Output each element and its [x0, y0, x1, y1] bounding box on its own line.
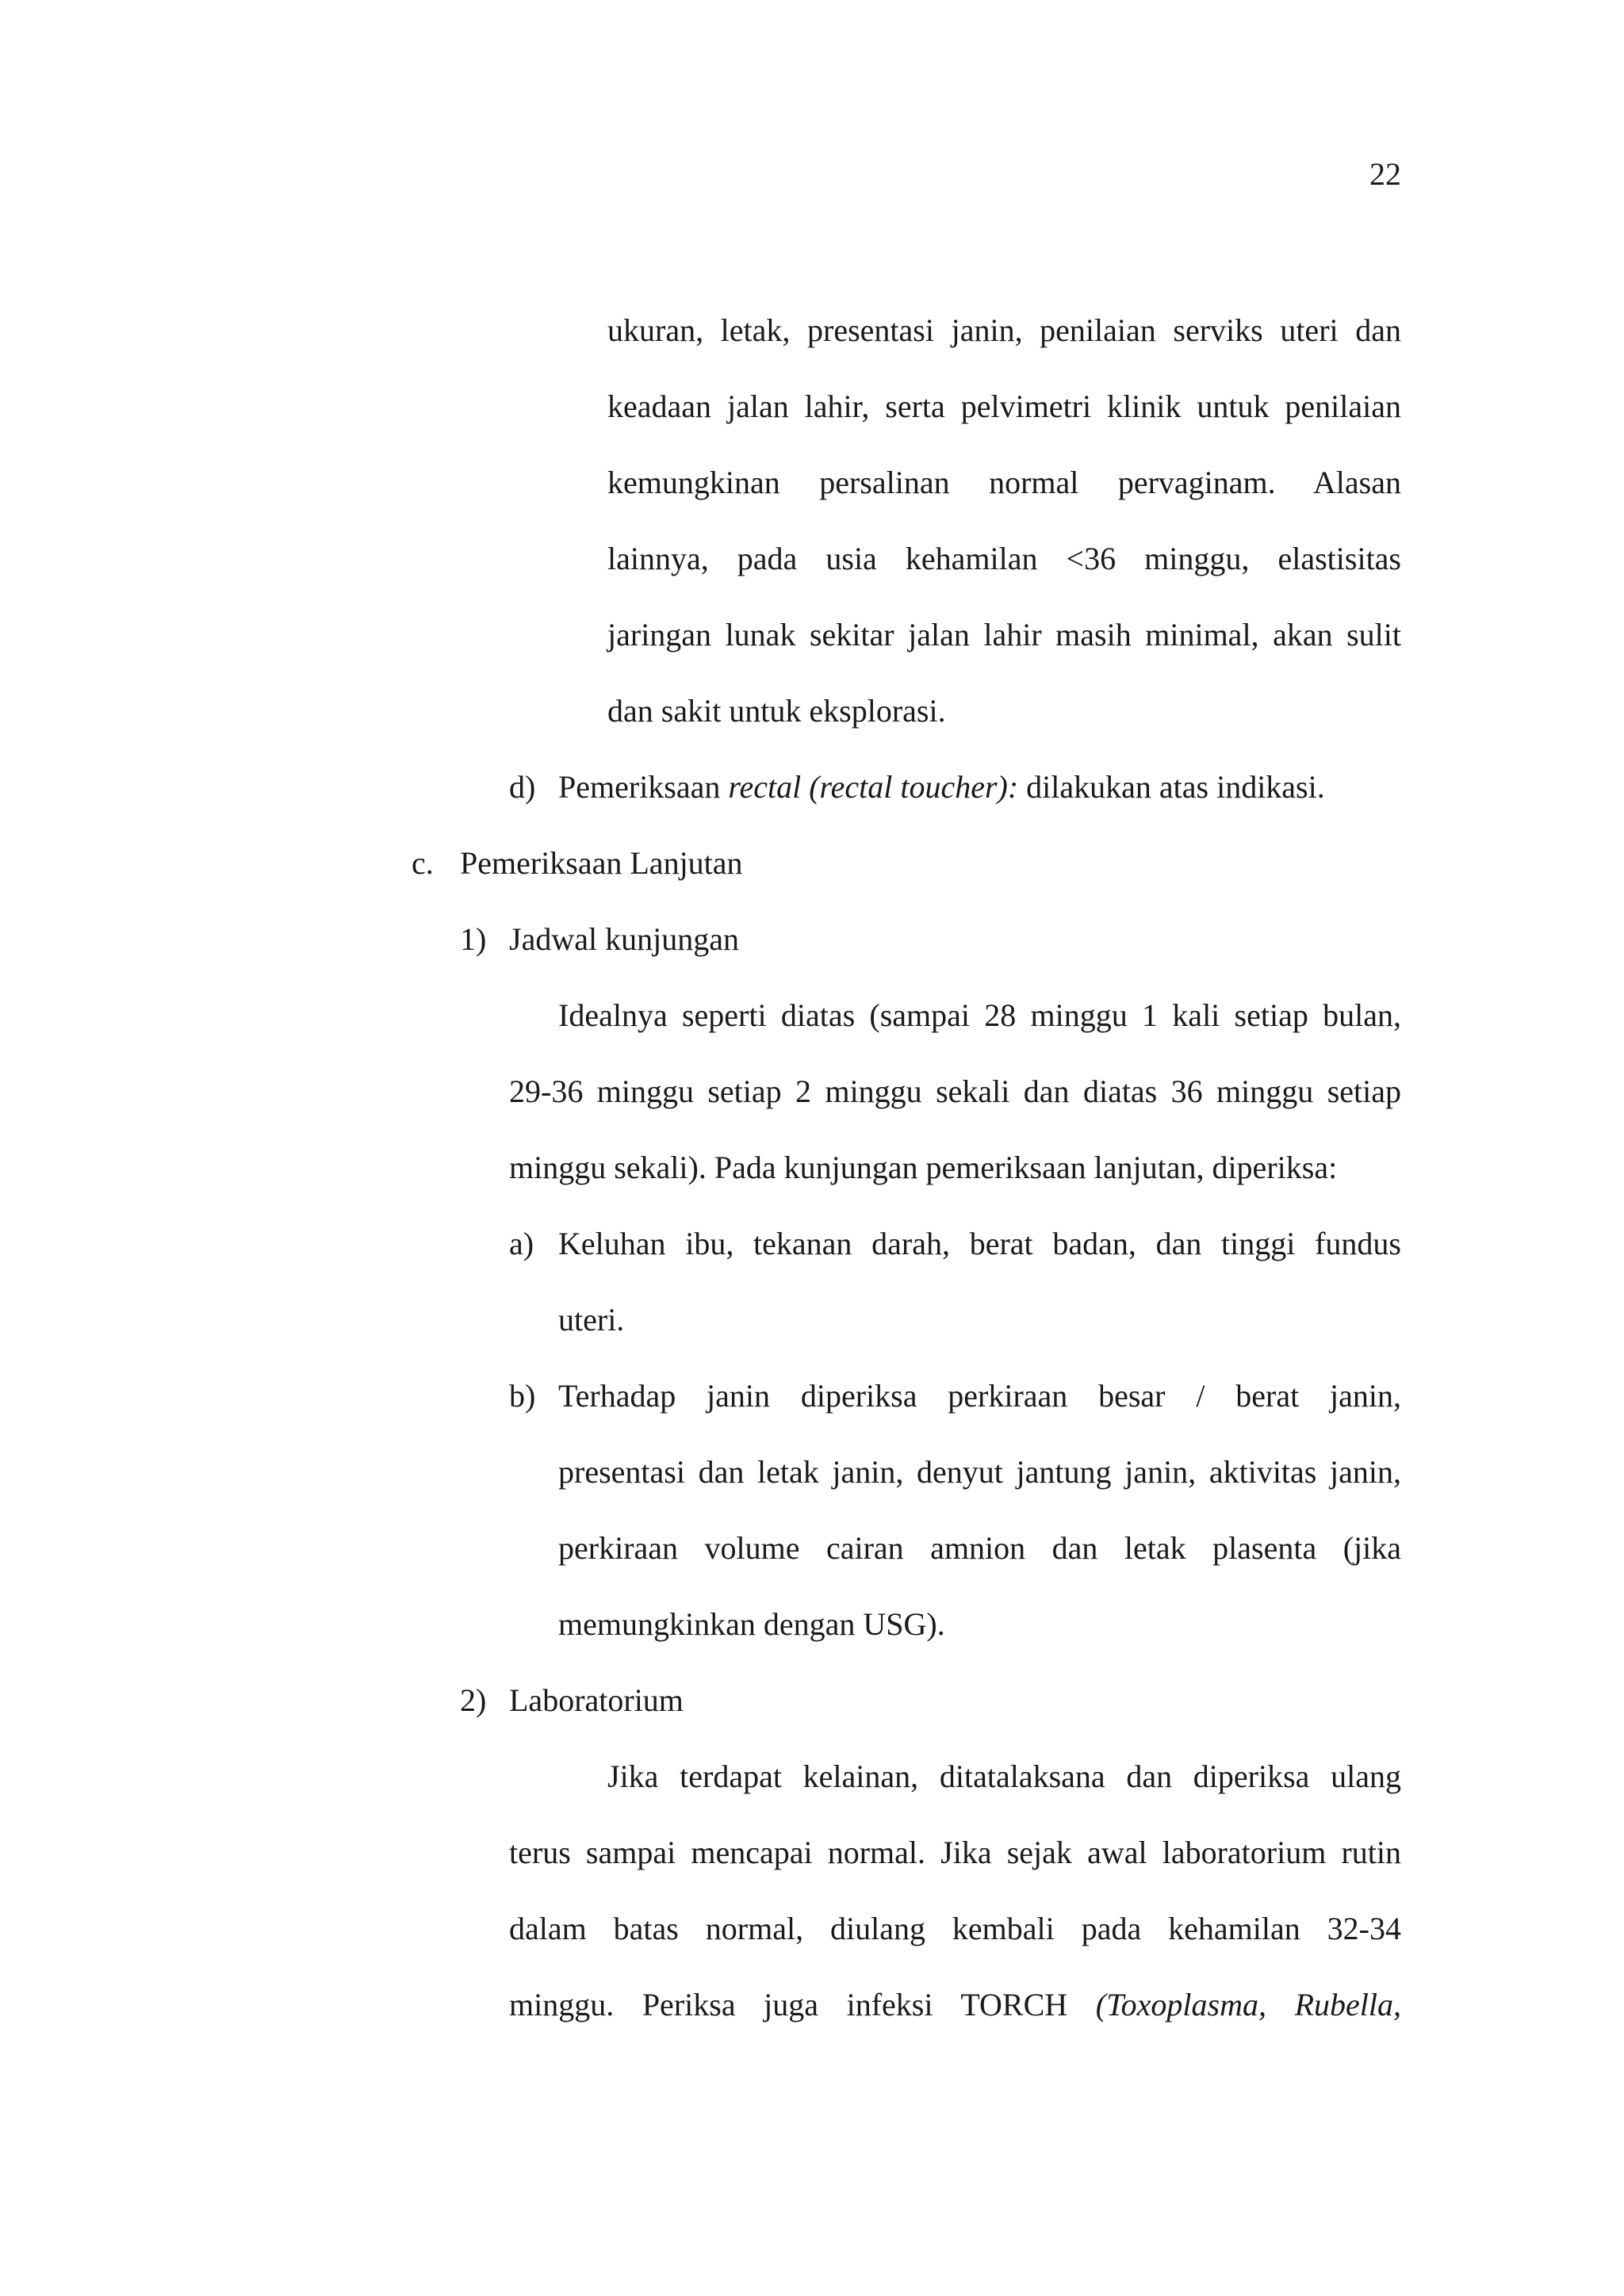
sub-list-marker: b) [509, 1378, 536, 1414]
sub-list-marker: a) [509, 1226, 534, 1261]
paragraph-line [509, 1986, 1401, 2024]
text-regular: Pemeriksaan [558, 769, 729, 805]
paragraph-line: jaringan lunak sekitar jalan lahir masih minimal, akan sulit [607, 617, 1401, 652]
text-italic: (Toxoplasma, Rubella, [1095, 1987, 1401, 2022]
list-marker: 1) [460, 921, 487, 957]
text-italic: rectal (rectal toucher): [728, 769, 1019, 805]
paragraph-line: Jika terdapat kelainan, ditatalaksana dan diperiksa ulang [607, 1758, 1401, 1794]
sub-list-line: memungkinkan dengan USG). [558, 1606, 945, 1642]
page-number: 22 [1369, 156, 1401, 192]
paragraph-line: kemungkinan persalinan normal pervaginam. Alasan [607, 465, 1401, 500]
paragraph-line: dalam batas normal, diulang kembali pada kehamilan 32-34 [509, 1911, 1401, 1946]
sub-list-line: presentasi dan letak janin, denyut jantung janin, aktivitas janin, [558, 1454, 1401, 1490]
list-item-text [558, 768, 1325, 806]
sub-list-line: Keluhan ibu, tekanan darah, berat badan, dan tinggi fundus [558, 1226, 1401, 1261]
section-title: Pemeriksaan Lanjutan [460, 845, 743, 881]
list-marker: 2) [460, 1682, 487, 1718]
paragraph-line: lainnya, pada usia kehamilan <36 minggu, elastisitas [607, 541, 1401, 576]
paragraph-line: Idealnya seperti diatas (sampai 28 minggu 1 kali setiap bulan, [558, 997, 1401, 1033]
list-item-title: Jadwal kunjungan [509, 921, 739, 957]
paragraph-line: terus sampai mencapai normal. Jika sejak awal laboratorium rutin [509, 1835, 1401, 1870]
text-regular: dilakukan atas indikasi. [1018, 769, 1325, 805]
list-marker: d) [509, 769, 536, 805]
list-item-title: Laboratorium [509, 1682, 684, 1718]
sub-list-line: uteri. [558, 1302, 625, 1337]
paragraph-line: dan sakit untuk eksplorasi. [607, 693, 946, 729]
paragraph-line: minggu sekali). Pada kunjungan pemeriksaan lanjutan, diperiksa: [509, 1150, 1338, 1185]
sub-list-line: Terhadap janin diperiksa perkiraan besar / berat janin, [558, 1378, 1401, 1414]
paragraph-line: ukuran, letak, presentasi janin, penilaian serviks uteri dan [607, 312, 1401, 348]
section-marker: c. [412, 845, 434, 881]
text-regular: minggu. Periksa juga infeksi TORCH [509, 1987, 1096, 2022]
paragraph-line: keadaan jalan lahir, serta pelvimetri klinik untuk penilaian [607, 388, 1401, 424]
sub-list-line: perkiraan volume cairan amnion dan letak plasenta (jika [558, 1530, 1401, 1566]
paragraph-line: 29-36 minggu setiap 2 minggu sekali dan diatas 36 minggu setiap [509, 1073, 1401, 1109]
